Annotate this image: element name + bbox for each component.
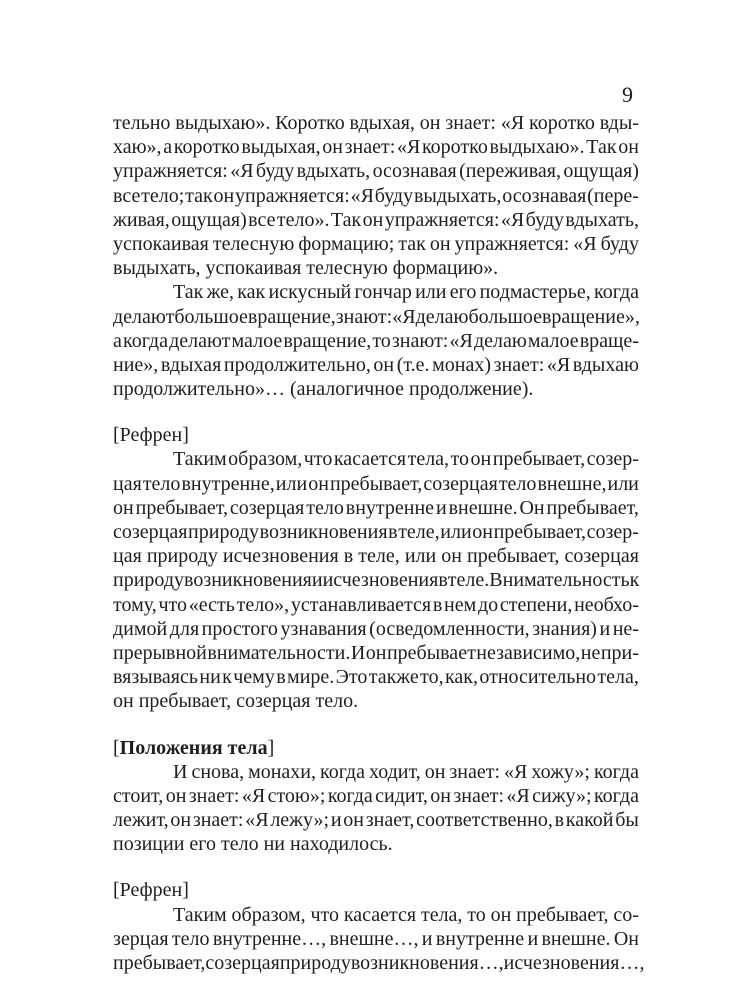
text-line: Так же, как искусный гончар или его подмастерье, когда bbox=[173, 281, 639, 304]
text-line: он пребывает, созерцая тело. bbox=[113, 690, 359, 713]
text-line: вязываясь ни к чему в мире. Это также то, как, относительно тела, bbox=[113, 666, 639, 689]
section-gap bbox=[113, 714, 639, 736]
text-line: позиции его тело ни находилось. bbox=[113, 833, 393, 856]
paragraph bbox=[113, 447, 639, 713]
text-line: стоит, он знает: «Я стою»; когда сидит, он знает: «Я сижу»; когда bbox=[113, 784, 639, 807]
section-heading: [Положения тела] bbox=[113, 736, 275, 759]
text-line: успокаивая телесную формацию; так он упражняется: «Я буду bbox=[113, 232, 639, 255]
section-heading-text: Рефрен bbox=[119, 879, 183, 902]
text-line: пребывает, созерцая природу возникновения…, исчезновения…, bbox=[113, 952, 645, 974]
text-line: живая, ощущая) все тело». Так он упражняется: «Я буду вдыхать, bbox=[113, 208, 639, 231]
text-line: созерцая природу возникновения в теле, или он пребывает, созер- bbox=[113, 521, 639, 543]
section-gap bbox=[113, 856, 639, 878]
paragraph bbox=[113, 760, 639, 857]
text-line: природу возникновения и исчезновения в теле. Внимательность к bbox=[113, 569, 640, 592]
text-line: зерцая тело внутренне…, внешне…, и внутренне и внешне. Он bbox=[113, 927, 639, 950]
text-line: И снова, монахи, когда ходит, он знает: «Я хожу»; когда bbox=[173, 760, 639, 783]
text-line: упражняется: «Я буду вдыхать, осознавая (переживая, ощущая) bbox=[113, 160, 639, 183]
text-line: димой для простого узнавания (осведомленности, знания) и не- bbox=[113, 617, 639, 640]
body-text bbox=[113, 111, 645, 975]
text-line: тельно выдыхаю». Коротко вдыхая, он знает: «Я коротко вды- bbox=[113, 112, 639, 134]
text-line: он пребывает, созерцая тело внутренне и внешне. Он пребывает, bbox=[113, 496, 639, 519]
paragraph bbox=[113, 280, 639, 401]
text-line: цая природу исчезновения в теле, или он пребывает, созерцая bbox=[113, 545, 639, 568]
paragraph bbox=[113, 111, 639, 280]
text-line: все тело; так он упражняется: «Я буду выдыхать, осознавая (пере- bbox=[113, 184, 639, 207]
section-heading: [Рефрен] bbox=[113, 879, 189, 902]
text-line: ние», вдыхая продолжительно, он (т.е. монах) знает: «Я вдыхаю bbox=[113, 353, 639, 376]
text-line: прерывной внимательности. И он пребывает независимо, не при- bbox=[113, 641, 639, 664]
text-line: хаю», а коротко выдыхая, он знает: «Я коротко выдыхаю». Так он bbox=[113, 136, 639, 159]
text-line: цая тело внутренне, или он пребывает, созерцая тело внешне, или bbox=[113, 472, 639, 495]
section-heading: [Рефрен] bbox=[113, 424, 189, 447]
text-line: продолжительно»… (аналогичное продолжение). bbox=[113, 378, 534, 401]
paragraph bbox=[113, 903, 645, 976]
text-line: Таким образом, что касается тела, то он пребывает, созер- bbox=[173, 448, 639, 471]
text-line: а когда делают малое вращение, то знают: «Я делаю малое враще- bbox=[113, 329, 639, 352]
text-line: выдыхать, успокаивая телесную формацию». bbox=[113, 257, 499, 280]
text-line: Таким образом, что касается тела, то он пребывает, со- bbox=[173, 903, 639, 926]
page-number: 9 bbox=[622, 82, 633, 107]
text-line: делают большое вращение, знают: «Я делаю большое вращение», bbox=[113, 305, 640, 328]
text-line: лежит, он знает: «Я лежу»; и он знает, соответственно, в какой бы bbox=[113, 809, 639, 832]
section-heading-text: Положения тела bbox=[119, 736, 268, 759]
text-line: тому, что «есть тело», устанавливается в нем до степени, необхо- bbox=[113, 593, 639, 616]
section-heading-text: Рефрен bbox=[119, 424, 183, 447]
section-gap bbox=[113, 401, 639, 423]
